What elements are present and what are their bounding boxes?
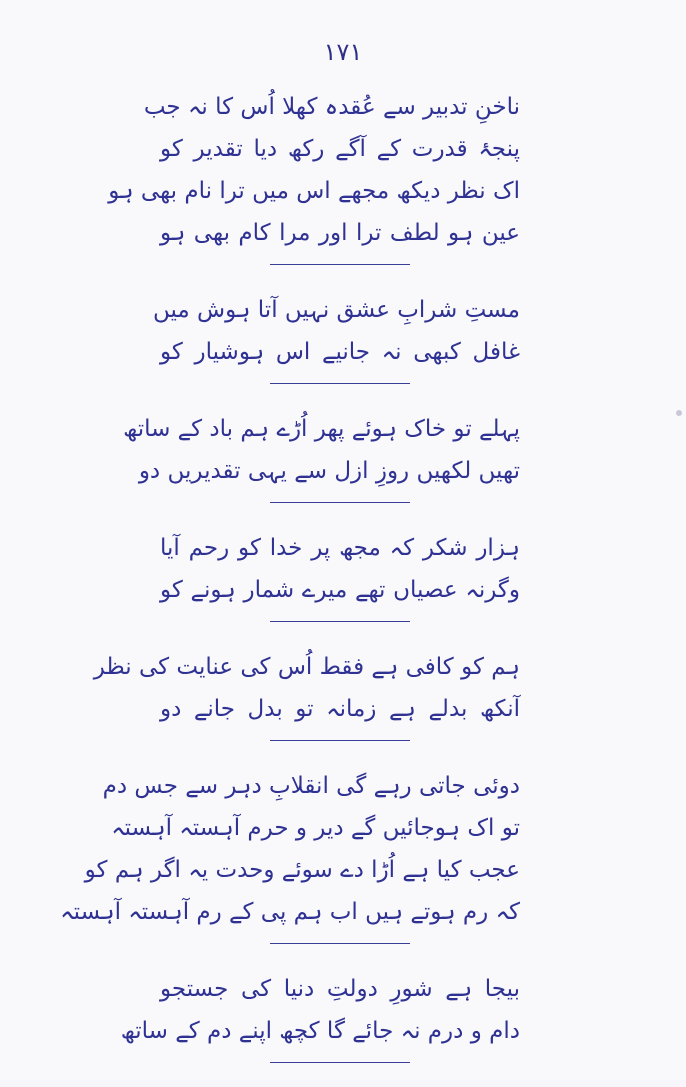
verse-line: عین ہو لطف ترا اور مرا کام بھی ہو	[160, 220, 520, 246]
stanza-1	[108, 86, 520, 254]
stanza-3	[123, 408, 520, 492]
verse-line: کہ رم ہوتے ہیں اب ہم پی کے رم آہستہ آہستہ	[60, 899, 520, 925]
verse-line: مستِ شرابِ عشق نہیں آتا ہوش میں	[152, 297, 520, 323]
stanza-divider	[270, 1062, 410, 1063]
page-number: ١٧١	[323, 38, 363, 66]
verse-line: اک نظر دیکھ مجھے اس میں ترا نام بھی ہو	[108, 178, 520, 204]
verse-line: غافل کبھی نہ جانیے اس ہوشیار کو	[160, 339, 520, 365]
page-edge-mark	[676, 410, 682, 416]
stanza-divider	[270, 740, 410, 741]
stanza-7	[120, 968, 520, 1052]
verse-line: دوئی جاتی رہے گی انقلابِ دہر سے جس دم	[102, 773, 520, 799]
stanza-4	[160, 527, 520, 611]
verse-line: ناخنِ تدبیر سے عُقدہ کھلا اُس کا نہ جب	[143, 94, 520, 120]
verse-line: تھیں لکھیں روزِ ازل سے یہی تقدیریں دو	[138, 458, 520, 484]
verse-line: ہزار شکر کہ مجھ پر خدا کو رحم آیا	[160, 535, 520, 561]
verse-line: عجب کیا ہے اُڑا دے سوئے وحدت یہ اگر ہم کو	[84, 857, 520, 883]
stanza-divider	[270, 264, 410, 265]
stanza-5	[93, 646, 520, 730]
stanza-divider	[270, 621, 410, 622]
verse-line: آنکھ بدلے ہے زمانہ تو بدل جانے دو	[160, 696, 520, 722]
poem-content	[60, 86, 520, 1087]
verse-line: تو اک ہوجائیں گے دیر و حرم آہستہ آہستہ	[111, 815, 520, 841]
verse-line: بیجا ہے شورِ دولتِ دنیا کی جستجو	[160, 976, 520, 1002]
verse-line: دام و درم نہ جائے گا کچھ اپنے دم کے ساتھ	[120, 1018, 520, 1044]
stanza-divider	[270, 502, 410, 503]
verse-line: وگرنہ عصیاں تھے میرے شمار ہونے کو	[160, 577, 520, 603]
stanza-divider	[270, 383, 410, 384]
verse-line: پہلے تو خاک ہوئے پھر اُڑے ہم باد کے ساتھ	[123, 416, 520, 442]
stanza-6	[60, 765, 520, 933]
verse-line: ہم کو کافی ہے فقط اُس کی عنایت کی نظر	[93, 654, 520, 680]
stanza-divider	[270, 943, 410, 944]
stanza-2	[152, 289, 520, 373]
verse-line: پنجۂ قدرت کے آگے رکھ دیا تقدیر کو	[160, 136, 520, 162]
